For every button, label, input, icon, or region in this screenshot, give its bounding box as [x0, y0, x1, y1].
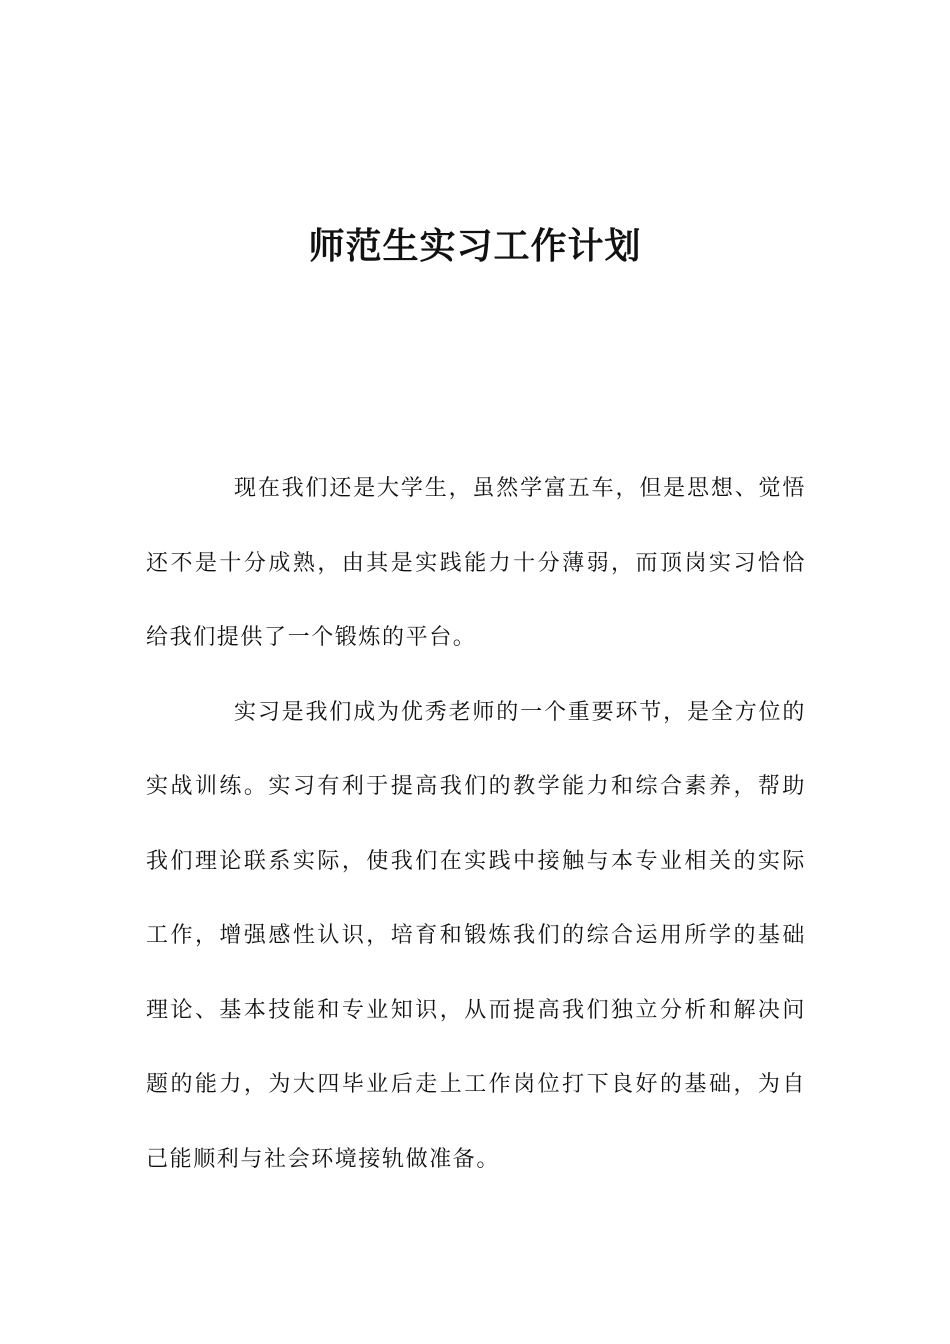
document-title: 师范生实习工作计划	[308, 226, 642, 267]
document-body	[146, 452, 806, 1197]
paragraph-1: 现在我们还是大学生，虽然学富五车，但是思想、觉悟还不是十分成熟，由其是实践能力十分薄弱，而顶岗实习恰恰给我们提供了一个锻炼的平台。	[146, 476, 806, 650]
paragraph-2: 实习是我们成为优秀老师的一个重要环节，是全方位的实战训练。实习有利于提高我们的教学能力和综合素养，帮助我们理论联系实际，使我们在实践中接触与本专业相关的实际工作，增强感性认识，培育和锻炼我们的综合运用所学的基础理论、基本技能和专业知识，从而提高我们独立分析和解决问题的能力，为大四毕业后走上工作岗位打下良好的基础，为自己能顺利与社会环境接轨做准备。	[146, 699, 806, 1172]
